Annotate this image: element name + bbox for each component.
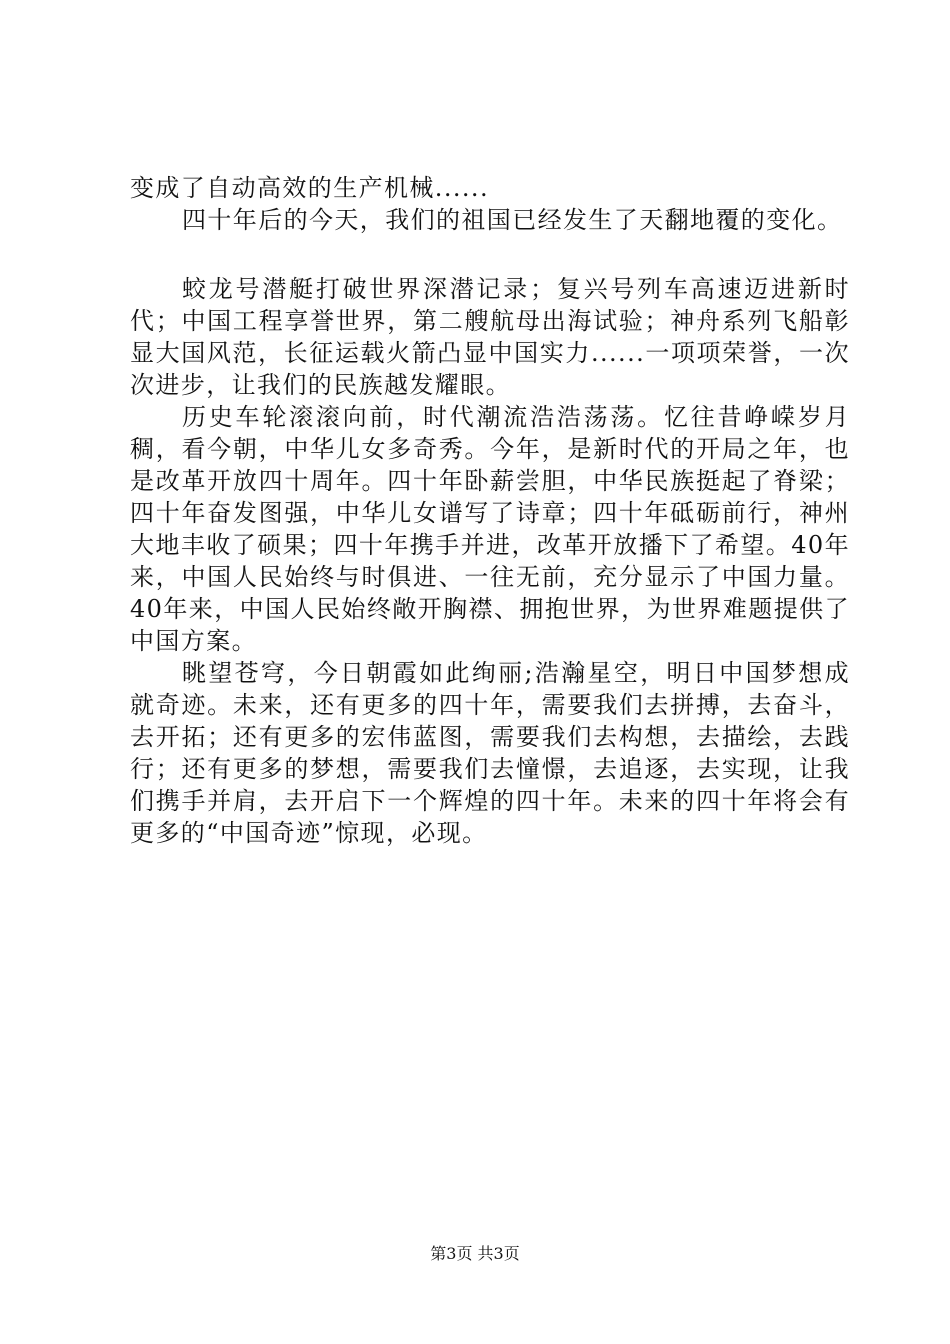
paragraph-achievements: 蛟龙号潜艇打破世界深潜记录；复兴号列车高速迈进新时代；中国工程享誉世界，第二艘航母出海试验；神舟系列飞船彰显大国风范，长征运载火箭凸显中国实力......一项项荣誉，一次次进步，让我们的民族越发耀眼。 (130, 275, 850, 399)
paragraph-today: 四十年后的今天，我们的祖国已经发生了天翻地覆的变化。 (182, 206, 843, 234)
document-body (130, 172, 850, 849)
paragraph-continuation: 变成了自动高效的生产机械...... (130, 174, 489, 202)
paragraph-future: 眺望苍穹，今日朝霞如此绚丽;浩瀚星空，明日中国梦想成就奇迹。未来，还有更多的四十年，需要我们去拼搏，去奋斗，去开拓；还有更多的宏伟蓝图，需要我们去构想，去描绘，去践行；还有更多的梦想，需要我们去憧憬，去追逐，去实现，让我们携手并肩，去开启下一个辉煌的四十年。未来的四十年将会有更多的“中国奇迹”惊现，必现。 (130, 659, 850, 847)
page-footer: 第3页 共3页 (430, 1244, 520, 1263)
paragraph-history: 历史车轮滚滚向前，时代潮流浩浩荡荡。忆往昔峥嵘岁月稠，看今朝，中华儿女多奇秀。今年，是新时代的开局之年，也是改革开放四十周年。四十年卧薪尝胆，中华民族挺起了脊梁；四十年奋发图强，中华儿女谱写了诗章；四十年砥砺前行，神州大地丰收了硕果；四十年携手并进，改革开放播下了希望。40年来，中国人民始终与时俱进、一往无前，充分显示了中国力量。40年来，中国人民始终敞开胸襟、拥抱世界，为世界难题提供了中国方案。 (130, 403, 850, 655)
